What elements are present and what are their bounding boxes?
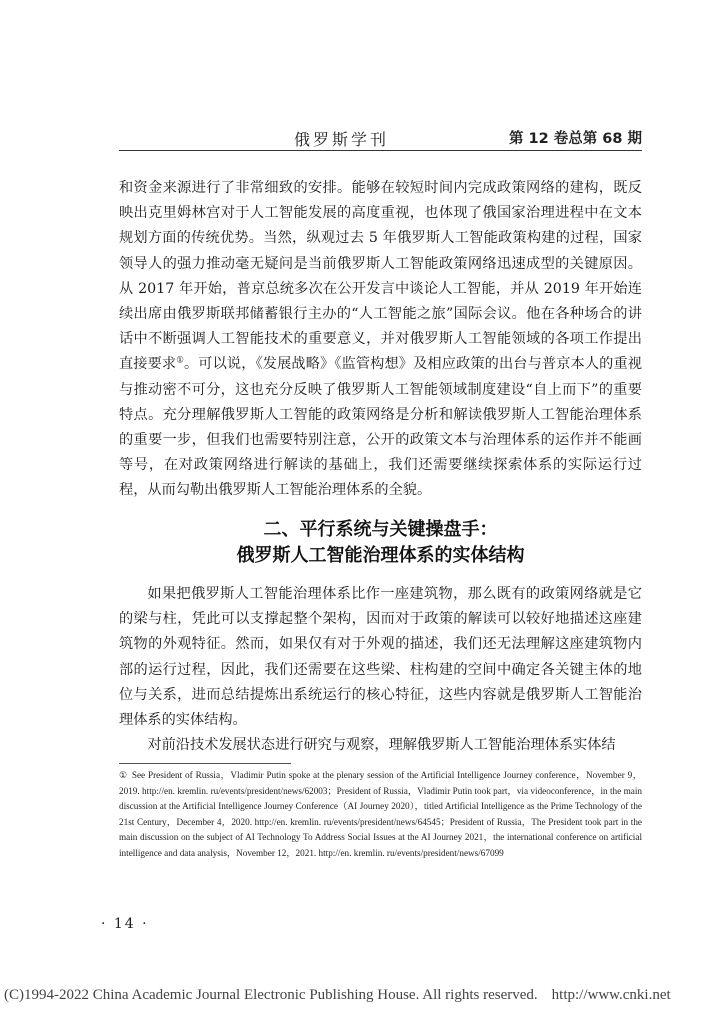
journal-title: 俄罗斯学刊	[294, 130, 390, 149]
section-title-line-2: 俄罗斯人工智能治理体系的实体结构	[236, 545, 525, 566]
footnote-reference[interactable]: ①	[176, 355, 184, 366]
cnki-link[interactable]: http://www.cnki.net	[551, 987, 671, 1003]
paragraph-1-text-a: 和资金来源进行了非常细致的安排。能够在较短时间内完成政策网络的建构，既反映出克里姆林宫对于人工智能发展的高度重视，也体现了俄国家治理进程中在文本规划方面的传统优势。当然，纵观过去 5 年俄罗斯人工智能政策构建的过程，国家领导人的强力推动毫无疑问是当前俄罗斯人工智能政策网络迅速成型的关键原因。从 2017 年开始，普京总统多次在公开发言中谈论人工智能，并从 2019 年开始连续出席由俄罗斯联邦储蓄银行主办的“人工智能之旅”国际会议。他在各种场合的讲话中不断强调人工智能技术的重要意义，并对俄罗斯人工智能领域的各项工作提出直接要求	[119, 180, 642, 373]
section-title-line-1: 二、平行系统与关键操盘手：	[263, 519, 498, 540]
paragraph-3: 对前沿技术发展状态进行研究与观察，理解俄罗斯人工智能治理体系实体结	[147, 737, 616, 753]
footnote-divider	[119, 763, 291, 764]
paragraph-2: 如果把俄罗斯人工智能治理体系比作一座建筑物，那么既有的政策网络就是它的梁与柱，凭此可以支撑起整个架构，因而对于政策的解读可以较好地描述这座建筑物的外观特征。然而，如果仅有对于外观的描述，我们还无法理解这座建筑物内部的运行过程，因此，我们还需要在这些梁、柱构建的空间中确定各关键主体的地位与关系，进而总结提炼出系统运行的核心特征，这些内容就是俄罗斯人工智能治理体系的实体结构。	[119, 586, 642, 729]
footnote-mark: ①	[119, 770, 128, 780]
running-header	[119, 123, 642, 151]
page-number: · 14 ·	[101, 916, 149, 932]
paragraph-1-text-b: 。可以说，《发展战略》《监管构想》及相应政策的出台与普京本人的重视与推动密不可分，这也充分反映了俄罗斯人工智能领域制度建设“自上而下”的重要特点。充分理解俄罗斯人工智能的政策网络是分析和解读俄罗斯人工智能治理体系的重要一步，但我们也需要特别注意，公开的政策文本与治理体系的运作并不能画等号，在对政策网络进行解读的基础上，我们还需要继续探索体系的实际运行过程，从而勾勒出俄罗斯人工智能治理体系的全貌。	[119, 356, 642, 499]
copyright-notice: (C)1994-2022 China Academic Journal Electronic Publishing House. All rights reserved.	[4, 987, 538, 1003]
copyright-line	[4, 987, 716, 1004]
issue-number: 第 12 卷总第 68 期	[508, 131, 642, 147]
paragraph-1	[119, 176, 642, 506]
footnote	[119, 768, 642, 861]
footnote-text: See President of Russia，Vladimir Putin spoke at the plenary session of the Artificial Intelligence Journey conference，November 9，2019. http://en. kremlin. ru/events/president/news/62003；President of Russia，Vladimir Putin took part，via videoconference，in the main discussion at the Artificial Intelligence Journey Conference（AI Journey 2020），titled Artificial Intelligence as the Prime Technology of the 21st Century，December 4，2020. http://en. kremlin. ru/events/president/news/64545；President of Russia，The President took part in the main discussion on the subject of AI Technology To Address Social Issues at the AI Journey 2021，the international conference on artificial intelligence and data analysis，November 12，2021. http://en. kremlin. ru/events/president/news/67099	[119, 770, 642, 858]
header-divider	[119, 150, 642, 151]
